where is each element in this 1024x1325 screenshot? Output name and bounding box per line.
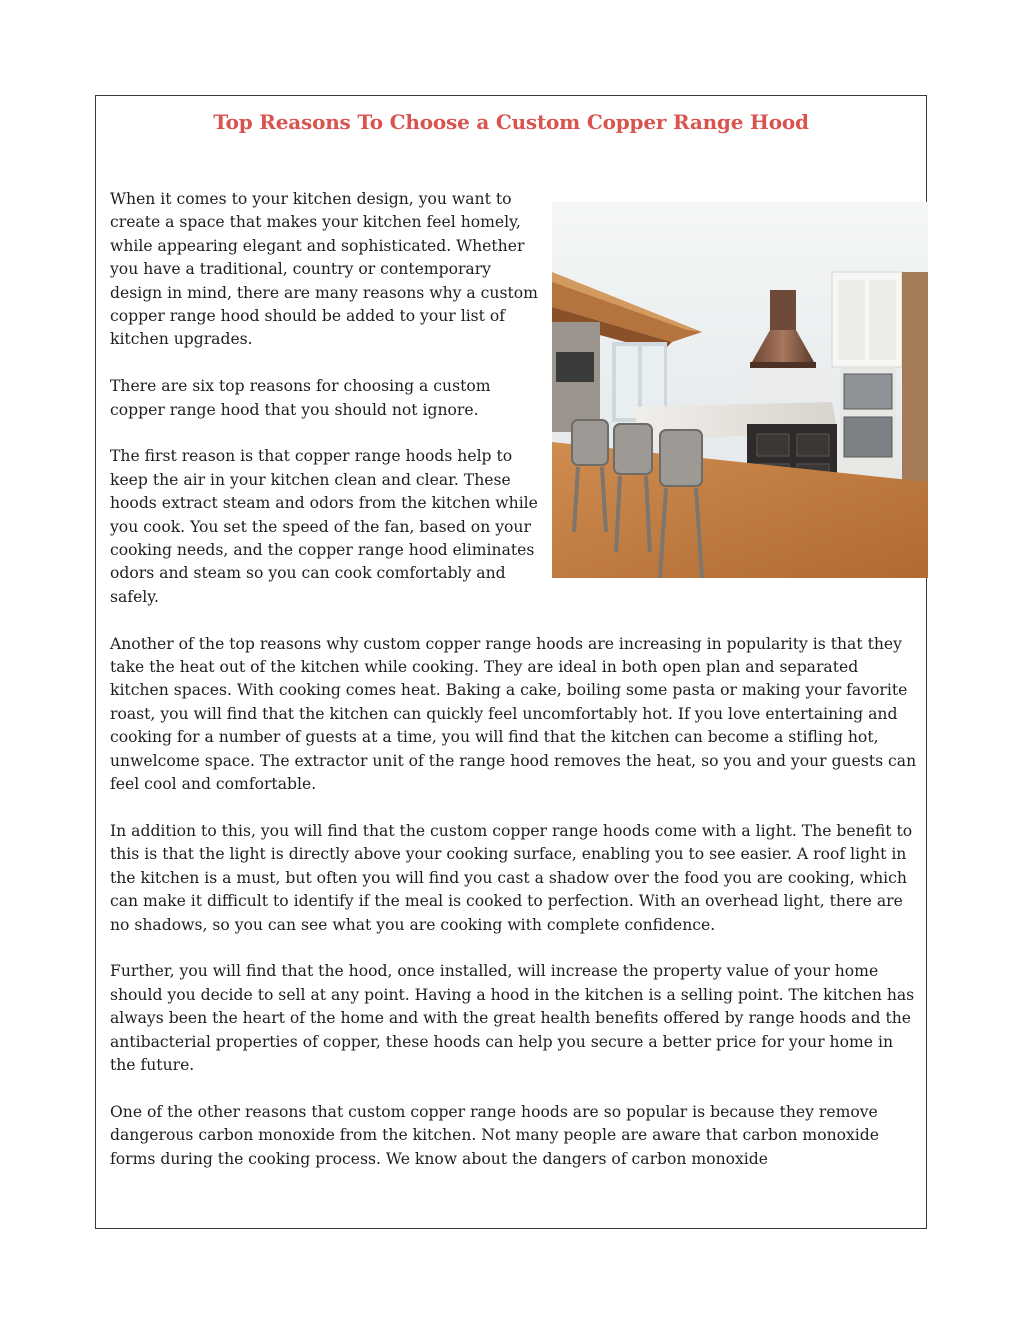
document-title: Top Reasons To Choose a Custom Copper Range Hood <box>213 110 809 134</box>
paragraph-5: In addition to this, you will find that the custom copper range hoods come with a light. The benefit to this is that the light is directly above your cooking surface, enabling you to see easier. A roof light in the kitchen is a must, but often you will find you cast a shadow over the food you are cooking, which can make it difficult to identify if the meal is cooked to perfection. With an overhead light, there are no shadows, so you can see what you are cooking with complete confidence. <box>110 821 913 934</box>
paragraph-7: One of the other reasons that custom copper range hoods are so popular is because they remove dangerous carbon monoxide from the kitchen. Not many people are aware that carbon monoxide forms during the cooking process. We know about the dangers of carbon monoxide <box>110 1102 880 1168</box>
paragraph-6: Further, you will find that the hood, once installed, will increase the property value of your home should you decide to sell at any point. Having a hood in the kitchen is a selling point. The kitchen has always been the heart of the home and with the great health benefits offered by range hoods and the antibacterial properties of copper, these hoods can help you secure a better price for your home in the future. <box>110 962 915 1074</box>
paragraph-3: The first reason is that copper range hoods help to keep the air in your kitchen clean and clear. These hoods extract steam and odors from the kitchen while you cook. You set the speed of the fan, based on your cooking needs, and the copper range hood eliminates odors and steam so you can cook comfortably and safely. <box>110 447 538 606</box>
paragraph-1 <box>110 188 918 352</box>
kitchen-photo <box>552 202 928 578</box>
paragraph-2: There are six top reasons for choosing a custom copper range hood that you should not ignore. <box>110 377 491 419</box>
document-body <box>110 188 918 1194</box>
paragraph-1-text: When it comes to your kitchen design, you want to create a space that makes your kitchen feel homely, while appearing elegant and sophisticated. Whether you have a traditional, country or contemporary design in mind, there are many reasons why a custom copper range hood should be added to your list of kitchen upgrades. <box>110 190 538 349</box>
paragraph-4: Another of the top reasons why custom copper range hoods are increasing in popularity is that they take the heat out of the kitchen while cooking. They are ideal in both open plan and separated kitchen spaces. With cooking comes heat. Baking a cake, boiling some pasta or making your favorite roast, you will find that the kitchen can quickly feel uncomfortably hot. If you love entertaining and cooking for a number of guests at a time, you will find that the kitchen can become a stifling hot, unwelcome space. The extractor unit of the range hood removes the heat, so you and your guests can feel cool and comfortable. <box>110 634 917 794</box>
